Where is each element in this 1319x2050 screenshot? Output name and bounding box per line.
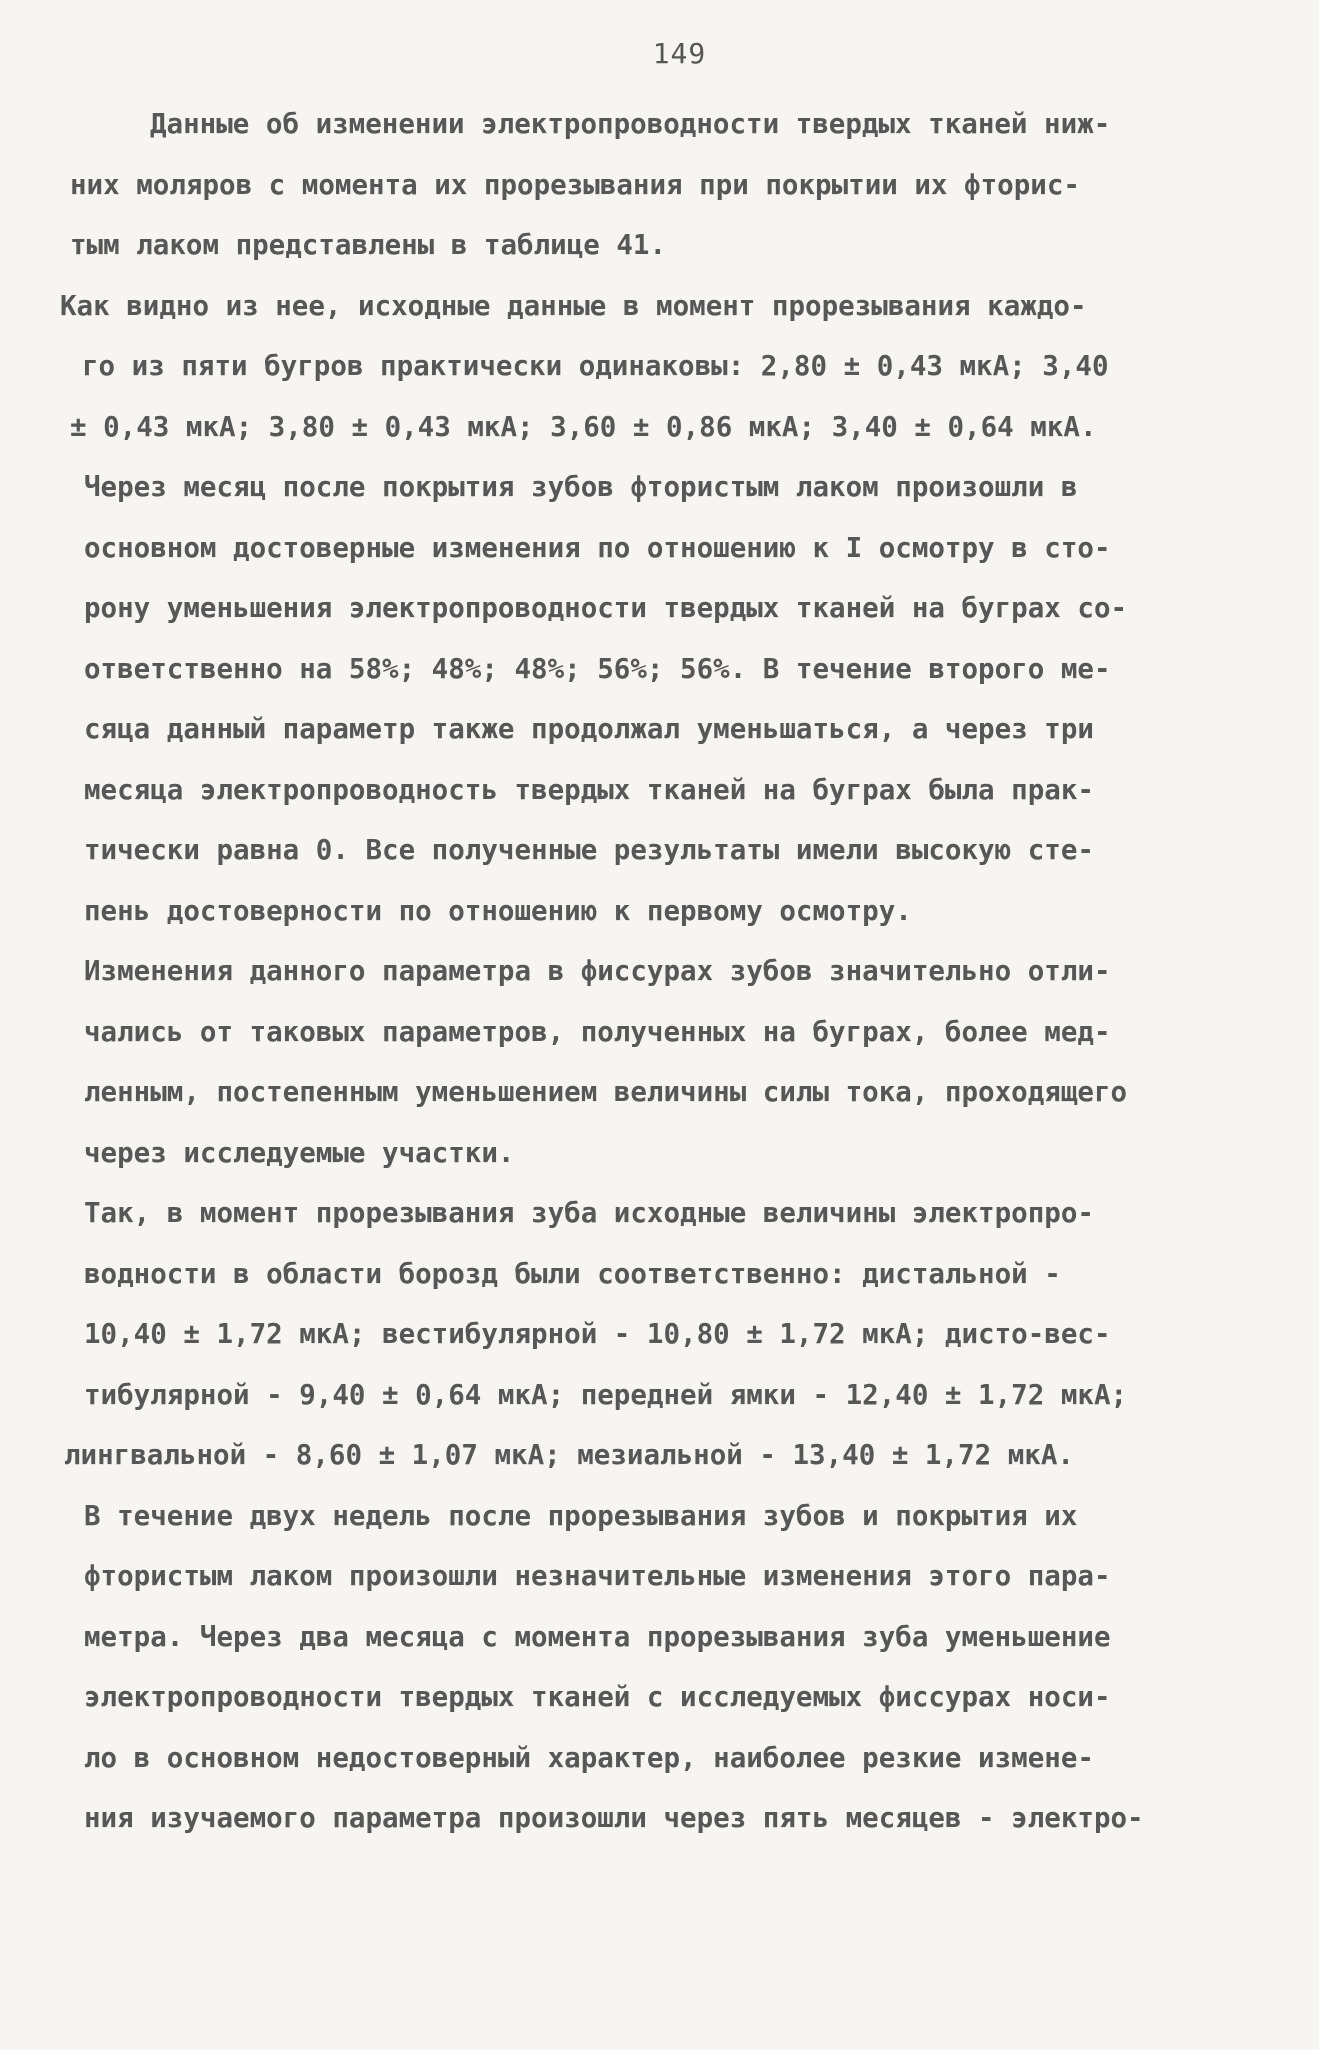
text-line: ответственно на 58%; 48%; 48%; 56%; 56%. В течение второго ме- (84, 652, 1111, 685)
text-line: сяца данный параметр также продолжал уменьшаться, а через три (84, 713, 1094, 745)
text-line: чались от таковых параметров, полученных на буграх, более мед- (84, 1015, 1111, 1048)
text-line: Как видно из нее, исходные данные в момент прорезывания каждо- (60, 289, 1087, 322)
text-line: ± 0,43 мкА; 3,80 ± 0,43 мкА; 3,60 ± 0,86 мкА; 3,40 ± 0,64 мкА. (70, 410, 1097, 443)
text-line: ния изучаемого параметра произошли через пять месяцев - электро- (84, 1802, 1144, 1834)
text-line: основном достоверные изменения по отношению к I осмотру в сто- (84, 531, 1111, 564)
paragraph-5 (70, 1486, 1249, 1849)
text-line: фтористым лаком произошли незначительные изменения этого пара- (84, 1560, 1111, 1592)
text-line: тым лаком представлены в таблице 41. (70, 229, 667, 261)
text-line: 10,40 ± 1,72 мкА; вестибулярной - 10,80 ± 1,72 мкА; дисто-вес- (84, 1318, 1111, 1350)
text-line: Изменения данного параметра в фиссурах зубов значительно отли- (84, 955, 1111, 987)
text-line: пень достоверности по отношению к первому осмотру. (84, 894, 912, 927)
text-line: ленным, постепенным уменьшением величины силы тока, проходящего (84, 1076, 1128, 1108)
text-line: рону уменьшения электропроводности твердых тканей на буграх со- (84, 592, 1128, 624)
text-line: ло в основном недостоверный характер, наиболее резкие измене- (84, 1741, 1094, 1774)
text-line: Данные об изменении электропроводности твердых тканей ниж- (150, 108, 1111, 140)
text-line: через исследуемые участки. (84, 1136, 515, 1169)
text-line: тибулярной - 9,40 ± 0,64 мкА; передней ямки - 12,40 ± 1,72 мкА; (84, 1378, 1128, 1411)
text-line: водности в области борозд были соответственно: дистальной - (84, 1257, 1061, 1290)
paragraph-4 (64, 1183, 1249, 1486)
text-line: месяца электропроводность твердых тканей на буграх была прак- (84, 773, 1094, 806)
text-line: го из пяти бугров практически одинаковы: 2,80 ± 0,43 мкА; 3,40 (82, 350, 1109, 382)
page-number: 149 (652, 37, 707, 70)
paragraph-3 (70, 941, 1249, 1183)
text-line: В течение двух недель после прорезывания зубов и покрытия их (84, 1499, 1078, 1532)
text-line: Через месяц после покрытия зубов фтористым лаком произошли в (84, 471, 1078, 503)
paragraph-2 (60, 276, 1249, 942)
text-line: лингвальной - 8,60 ± 1,07 мкА; мезиальной - 13,40 ± 1,72 мкА. (64, 1439, 1074, 1471)
text-line: электропроводности твердых тканей с исследуемых фиссурах носи- (84, 1681, 1111, 1713)
text-line: Так, в момент прорезывания зуба исходные величины электропро- (84, 1197, 1094, 1229)
text-line: метра. Через два месяца с момента прорезывания зуба уменьшение (84, 1620, 1111, 1653)
paragraph-1 (70, 94, 1249, 276)
text-line: них моляров с момента их прорезывания при покрытии их фторис- (70, 168, 1080, 201)
text-line: тически равна 0. Все полученные результаты имели высокую сте- (84, 834, 1094, 866)
